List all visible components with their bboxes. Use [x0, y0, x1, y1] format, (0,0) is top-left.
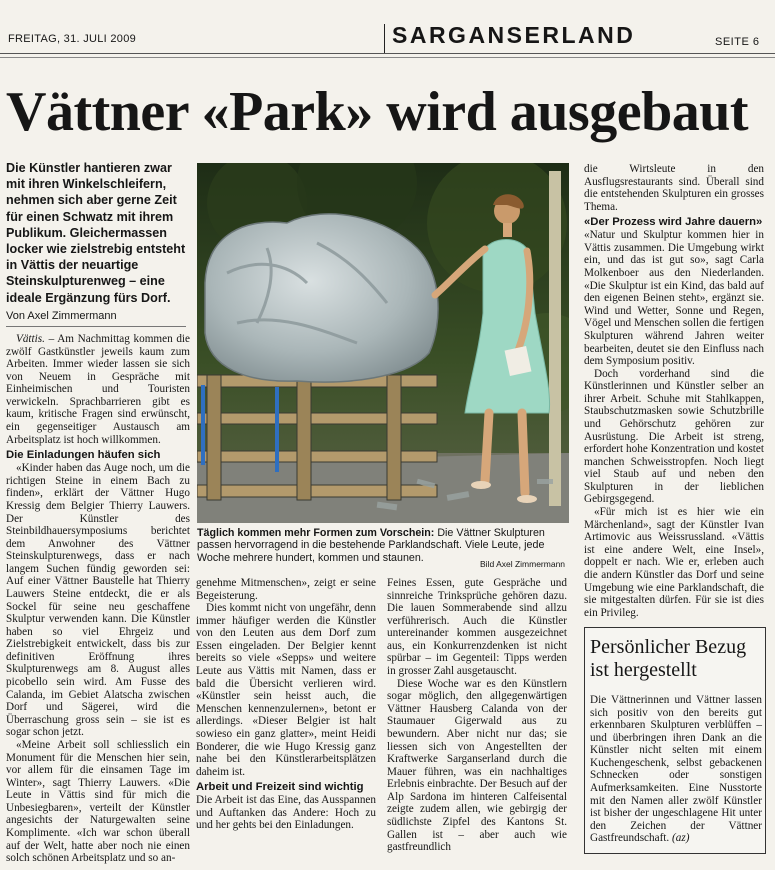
sidebar-signature: (az): [672, 832, 690, 845]
article-column-2: [196, 577, 376, 832]
paragraph: Feines Essen, gute Gespräche und sinnreiche Trinksprüche gehören dazu. Die lauen Sommerabende sind allzu verführerisch. Auch die Künstler untereinander kommen ausgezeichnet aus, ein Konkurrenzdenken ist nicht spürbar – im Gegenteil: Tipps werden in grosser Zahl ausgetauscht.: [387, 577, 567, 678]
paragraph: Dies kommt nicht von ungefähr, denn immer häufiger werden die Künstler von den Leuten aus dem Dorf zum Essen eingeladen. Der Belgier kennt bereits so viele «Sepps» und weitere Leute aus Vättis mit Namen, dass er bald die Übersicht verlieren wird. «Künstler sein heisst auch, die Menschen kennenzulernen», betont er allerdings. «Dieser Belgier ist halt sowieso ein ganz glatter», meint Heidi Bonderer, die wie Hugo Kressig ganz nahe bei den Künstlerarbeitsplätzen daheim ist.: [196, 602, 376, 778]
photo-caption-bold: Täglich kommen mehr Formen zum Vorschein:: [197, 527, 435, 539]
subheading: Arbeit und Freizeit sind wichtig: [196, 781, 364, 794]
sculpture-photo-illustration: [197, 163, 569, 523]
sidebar-title: Persönlicher Bezug ist hergestellt: [590, 636, 747, 681]
masthead-rule-thin: [0, 57, 775, 58]
paragraph: «Kinder haben das Auge noch, um die richtigen Steine in einem Bach zu finden», erklärt der Vättner Hugo Kressig dem Belgier Thierry Lauwers. Der Künstler des Steinbildhauersymposiums berichtet dem Anwohner des Vättner Steinskulpturenwegs, dass er nach langem Suchen fündig geworden sei: Auf einer Vättner Baustelle hat Thierry Lauwers Steine entdeckt, die er als Sockel für seine neu geschaffene Skulptur verwenden kann. Die Künstler haben so viel Ehrgeiz und Zielstrebigkeit entwickelt, dass bis zur definitiven Eröffnung ihres Skulpturenwegs am 8. August alles picobello sein wird. Am Fusse des Calanda, im Gebiet Alatscha zwischen Dorf und Sägerei, wird die Überraschung gross sein – sie ist es sogar schon jetzt.: [6, 462, 190, 739]
paragraph: «Für mich ist es hier wie ein Märchenland», sagt der Künstler Ivan Artimovic aus Weissrussland. «Vättis ist eine andere Welt, eine Insel», doppelt er nach. Wie er, erleben auch die andern Künstler das Dorf und seine Umgebung wie eine Parklandschaft, die sie mitgestalten dürfen. Für sie ist dies ein Privileg.: [584, 506, 764, 619]
issue-date: FREITAG, 31. JULI 2009: [8, 33, 137, 45]
article-lead: Die Künstler hantieren zwar mit ihren Winkelschleifern, nehmen sich aber gerne Zeit für einen Schwatz mit ihrem Publikum. Gleichermassen locker wie zielstrebig entsteht in Vättis der neuartige Steinskulpturenweg – eine ideale Ergänzung fürs Dorf.: [6, 161, 186, 305]
paragraph: genehme Mitmenschen», zeigt er seine Begeisterung.: [196, 577, 376, 602]
sidebar-body: Die Vättnerinnen und Vättner lassen sich positiv von den bereits gut erkennbaren Skulpturen verblüffen – und überbringen ihren Dank an die Künstler nicht selten mit einem Kuchengeschenk, selbst gebackenen Schnecken oder sonstigen Aufmerksamkeiten. Eine Nusstorte mit den Namen aller zwölf Künstler ist bisher der ungeschlagene Hit unter den Zeichen der Vättner Gastfreundschaft.: [590, 694, 762, 845]
masthead-rule: [0, 53, 775, 54]
paragraph: «Natur und Skulptur kommen hier in Vättis zusammen. Die Umgebung wirkt ein, und das ist gut so», sagt Carla Molkenboer aus den Niederlanden. «Die Skulptur ist ein Kind, das bald auf den eigenen Beinen steht», ergänzt sie. Wind und Wetter, Sonne und Regen, Vögel und Menschen sollen die fertigen Skulpturen während Jahren weiter bearbeiten, deutet sie den Einfluss nach dem Symposium positiv.: [584, 229, 764, 368]
dateline-place: Vättis.: [16, 333, 45, 345]
page-number: SEITE 6: [715, 36, 760, 48]
paragraph: Diese Woche war es den Künstlern sogar möglich, den allgegenwärtigen Vättner Hausberg Calanda von der Staumauer Gigerwald aus zu bewundern. Aber nicht nur das; sie liessen sich von Angestellten der Kraftwerke Sarganserland durch die Mauer führen, was ein nachhaltiges Erlebnis einbrachte. Der Besuch auf der Alp Sardona im hinteren Calfeisental zeigte zudem allen, wie gebirgig der südlichste Zipfel des Kantons St. Gallen ist – aber auch wie gastfreundlich: [387, 677, 567, 854]
photo-credit: Bild Axel Zimmermann: [480, 559, 566, 569]
paragraph: Die Arbeit ist das Eine, das Ausspannen und Auftanken das Andere: Hoch zu und her gehts bei den Einladungen.: [196, 794, 376, 832]
sidebar-text: [590, 694, 762, 845]
article-column-4: [584, 163, 764, 619]
subheading: Die Einladungen häufen sich: [6, 449, 161, 462]
subheading: «Der Prozess wird Jahre dauern»: [584, 216, 763, 229]
article-column-3: [387, 577, 567, 854]
article-photo: [197, 163, 569, 523]
paragraph: die Wirtsleute in den Ausflugsrestaurants sind. Überall sind die entstehenden Skulpturen ein grosses Thema.: [584, 163, 764, 213]
author-rule: [6, 326, 186, 327]
masthead-divider: [384, 24, 385, 54]
paragraph-text: – Am Nachmittag kommen die zwölf Gastkünstler jeweils kaum zum Arbeiten. Immer wieder lassen sie sich von Neuem in Gespräche mit Einheimischen und Touristen verwickeln. Sprachbarrieren gibt es kaum, kritische Fragen sind erwünscht, ein gegenseitiger Austausch am Arbeitsplatz ist hoch willkommen.: [6, 333, 190, 446]
paragraph: [6, 333, 190, 446]
article-column-1: [6, 333, 190, 865]
section-title: SARGANSERLAND: [392, 22, 636, 48]
paragraph: «Meine Arbeit soll schliesslich ein Monument für die Menschen hier sein, vor allem für die einsamen Tage im Winter», sagt Thierry Lauwers. «Die Leute in Vättis sind für mich die Unbesiegbaren», verteilt der Künstler angesichts der Naturgewalten seine Komplimente. «Ich war schon überall auf der Welt, hatte aber noch nie einen solch schönen Arbeitsplatz und so an-: [6, 738, 190, 865]
article-author: Von Axel Zimmermann: [6, 310, 117, 322]
paragraph: Doch vorderhand sind die Künstlerinnen und Künstler selber an ihrer Arbeit. Schuhe mit Stahlkappen, Staubschutzmasken sowie Schutzbrille und Gehörschutz gehören zur Ausrüstung. Die Arbeit ist streng, erfordert hohe Konzentration und kostet manchen Schweisstropfen. Noch liegt viel Staub auf und neben den Skulpturen in der lieblichen Gebirgsgegend.: [584, 367, 764, 506]
article-headline: Vättner «Park» wird ausgebaut: [6, 81, 749, 143]
photo-caption-text: Die Vättner Skulpturen passen hervorragend in die bestehende Parklandschaft. Viele Leute, jede Woche mehrere hundert, kommen und staunen.: [197, 527, 545, 564]
